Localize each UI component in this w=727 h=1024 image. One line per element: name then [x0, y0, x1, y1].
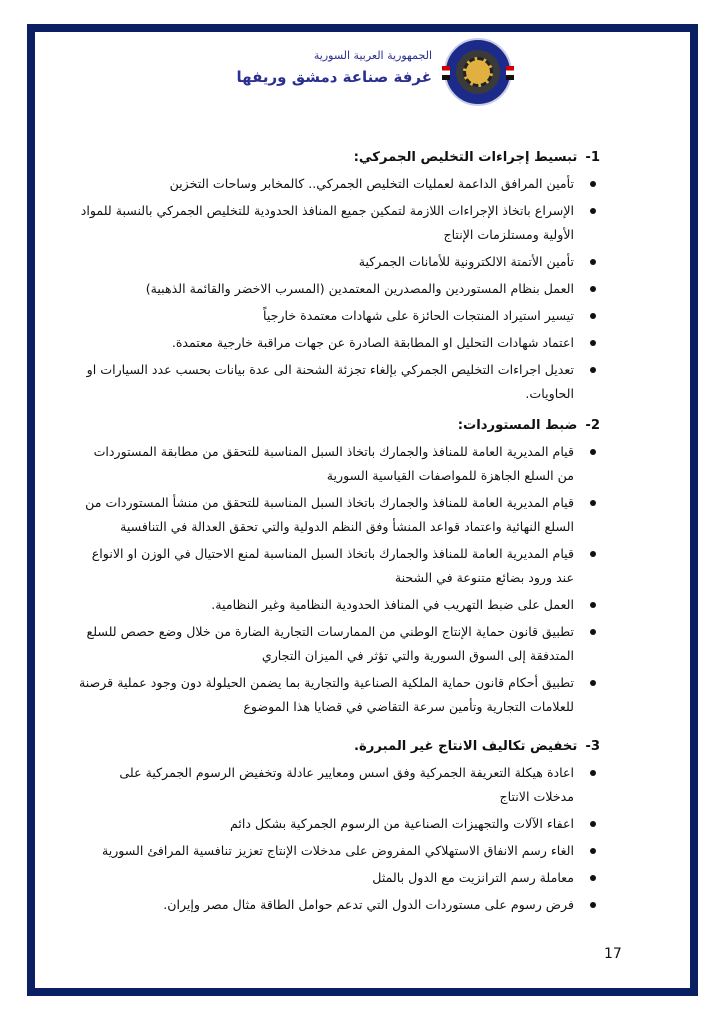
- list-item: [78, 839, 574, 863]
- list-item: [78, 277, 574, 301]
- list-item-text: تأمين المرافق الداعمة لعمليات التخليص الجمركي.. كالمخابر وساحات التخزين: [169, 176, 574, 191]
- list-item-text: تيسير استيراد المنتجات الحائزة على شهادات معتمدة خارجياً: [263, 308, 574, 323]
- list-item: [78, 866, 574, 890]
- bullet-icon: [590, 181, 596, 187]
- list-item: [78, 304, 574, 328]
- bullet-icon: [590, 367, 596, 373]
- bullet-icon: [590, 848, 596, 854]
- list-item: [78, 331, 574, 355]
- list-item-text: الغاء رسم الانفاق الاستهلاكي المفروض على مدخلات الإنتاج تعزيز تنافسية المرافئ السورية: [101, 843, 574, 858]
- list-item: [78, 893, 574, 917]
- list-item-text: تطبيق أحكام قانون حماية الملكية الصناعية والتجارية بما يضمن الحيلولة دون وجود عملية قرصنة للعلامات التجارية وتأمين سرعة التقاضي في قضايا هذا الموضوع: [78, 675, 574, 714]
- bullet-icon: [590, 902, 596, 908]
- list-item: [78, 812, 574, 836]
- bullet-icon: [590, 680, 596, 686]
- bullet-icon: [590, 770, 596, 776]
- section-heading: 3-تخفيض تكاليف الانتاج غير المبررة.: [354, 739, 600, 754]
- list-item-text: فرض رسوم على مستوردات الدول التي تدعم حوامل الطاقة مثال مصر وإيران.: [163, 897, 574, 912]
- list-item-text: العمل بنظام المستوردين والمصدرين المعتمدين (المسرب الاخضر والقائمة الذهبية): [145, 281, 574, 296]
- list-item-text: قيام المديرية العامة للمنافذ والجمارك باتخاذ السبل المناسبة للتحقق من مطابقة المستوردات من السلع الجاهزة للمواصفات القياسية السورية: [93, 444, 574, 483]
- bullet-icon: [590, 286, 596, 292]
- bullet-icon: [590, 259, 596, 265]
- section-production-costs: [78, 735, 600, 920]
- list-item-text: اعادة هيكلة التعريفة الجمركية وفق اسس ومعايير عادلة وتخفيض الرسوم الجمركية على مدخلات الانتاج: [119, 765, 574, 804]
- bullet-icon: [590, 629, 596, 635]
- list-item: [78, 250, 574, 274]
- bullet-icon: [590, 875, 596, 881]
- bullet-icon: [590, 313, 596, 319]
- bullet-icon: [590, 551, 596, 557]
- list-item: [78, 440, 574, 488]
- section-imports-control: [78, 414, 600, 722]
- list-item-text: اعفاء الآلات والتجهيزات الصناعية من الرسوم الجمركية بشكل دائم: [229, 816, 574, 831]
- bullet-icon: [590, 208, 596, 214]
- bullet-icon: [590, 821, 596, 827]
- list-item: [78, 199, 574, 247]
- bullet-icon: [590, 340, 596, 346]
- bullet-icon: [590, 500, 596, 506]
- organization-name: غرفة صناعة دمشق وريفها: [236, 68, 432, 86]
- bullet-icon: [590, 449, 596, 455]
- list-item-text: تطبيق قانون حماية الإنتاج الوطني من الممارسات التجارية الضارة من خلال وضع حصص للسلع المتدفقة إلى السوق السورية والتي تؤثر في الميزان التجاري: [86, 624, 574, 663]
- section-customs-clearance: [78, 146, 600, 409]
- list-item-text: قيام المديرية العامة للمنافذ والجمارك باتخاذ السبل المناسبة لمنع الاحتيال في الوزن او الانواع عند ورود بضائع متنوعة في الشحنة: [91, 546, 574, 585]
- list-item-text: معاملة رسم الترانزيت مع الدول بالمثل: [372, 870, 574, 885]
- section-heading: 1-تبسيط إجراءات التخليص الجمركي:: [353, 150, 600, 165]
- list-item: [78, 761, 574, 809]
- list-item-text: العمل على ضبط التهريب في المنافذ الحدودية النظامية وغير النظامية.: [211, 597, 574, 612]
- list-item: [78, 671, 574, 719]
- list-item-text: قيام المديرية العامة للمنافذ والجمارك باتخاذ السبل المناسبة للتحقق من منشأ المستوردات من السلع النهائية واعتماد قواعد المنشأ وفق النظم الدولية والتي تحقق العدالة في التنافسية: [85, 495, 574, 534]
- list-item: [78, 593, 574, 617]
- country-name: الجمهورية العربية السورية: [313, 49, 432, 62]
- page-number: 17: [604, 946, 622, 962]
- list-item: [78, 491, 574, 539]
- list-item-text: الإسراع باتخاذ الإجراءات اللازمة لتمكين جميع المنافذ الحدودية للتخليص الجمركي بالنسبة للمواد الأولية ومستلزمات الإنتاج: [80, 203, 574, 242]
- bullet-icon: [590, 602, 596, 608]
- list-item: [78, 542, 574, 590]
- list-item-text: تأمين الأتمتة الالكترونية للأمانات الجمركية: [358, 254, 574, 269]
- list-item-text: تعديل اجراءات التخليص الجمركي بإلغاء تجزئة الشحنة الى عدة بيانات بحسب عدد السيارات او الحاويات.: [86, 362, 574, 401]
- section-heading: 2-ضبط المستوردات:: [457, 418, 600, 433]
- list-item: [78, 358, 574, 406]
- list-item: [78, 620, 574, 668]
- list-item: [78, 172, 574, 196]
- chamber-seal-logo-icon: [444, 38, 512, 106]
- list-item-text: اعتماد شهادات التحليل او المطابقة الصادرة عن جهات مراقبة خارجية معتمدة.: [171, 335, 574, 350]
